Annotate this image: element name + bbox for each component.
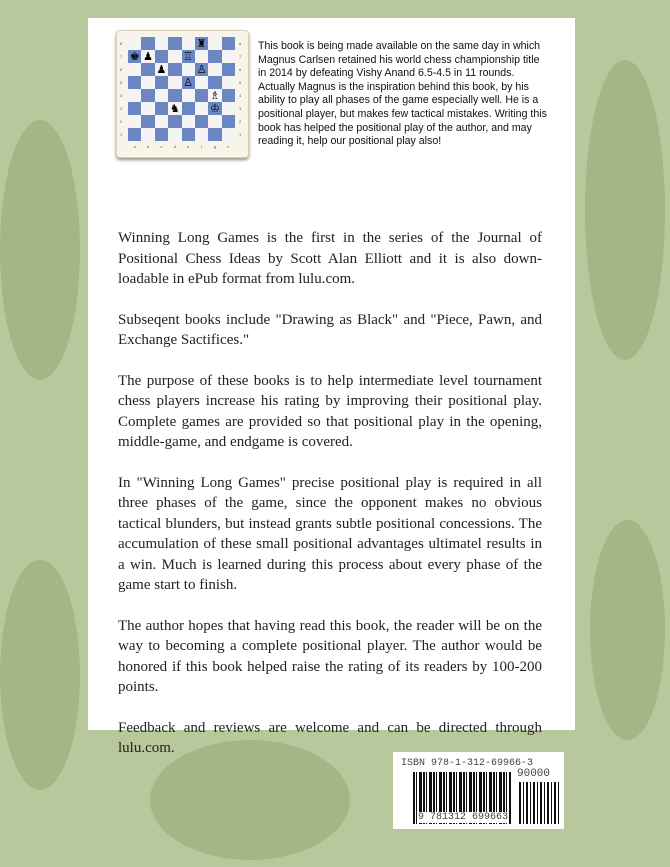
- square-a8: [128, 37, 141, 50]
- square-f4: [195, 89, 208, 102]
- square-a7: ♚: [129, 50, 140, 63]
- square-b4: [141, 89, 154, 102]
- square-d1: [168, 128, 181, 141]
- isbn-text: ISBN 978-1-312-69966-3: [401, 758, 534, 769]
- file-label: b: [146, 144, 150, 149]
- rank-label: 1: [120, 132, 123, 137]
- square-d5: [168, 76, 181, 89]
- square-e3: [182, 102, 195, 115]
- file-label: h: [227, 144, 230, 149]
- square-d3: ♞: [169, 102, 180, 115]
- rank-label: 2: [120, 119, 123, 124]
- rank-labels: [239, 37, 241, 141]
- paragraph: In "Winning Long Games" precise positional play is required in all three phases of the game, since the opponent makes no obvious tactical blunders, but instead grants subtle positional concessions. The accumulation of these small positional advantages ultimatel results in a win. Much is learned during this process about every phase of the game start to finish.: [118, 474, 542, 593]
- file-label: g: [213, 144, 217, 149]
- square-d6: [168, 63, 181, 76]
- square-a5: [128, 76, 141, 89]
- background-silhouette: [0, 120, 80, 380]
- rank-label: 5: [239, 80, 242, 85]
- paragraph: The purpose of these books is to help intermediate level tournament chess players increase his rating by improving their positional play. Complete games are provided so that positional play in the opening, middle-game, and endgame is covered.: [118, 372, 542, 450]
- rank-label: 5: [120, 80, 123, 85]
- chess-board: [128, 37, 235, 141]
- square-e4: [182, 89, 195, 102]
- file-label: c: [160, 144, 163, 149]
- square-e6: [182, 63, 195, 76]
- price-barcode-bars: [519, 782, 559, 824]
- square-f6: ♙: [196, 63, 207, 76]
- barcode-digits: 9 781312 699663: [418, 812, 509, 823]
- background-silhouette: [0, 560, 80, 790]
- square-c4: [155, 89, 168, 102]
- square-a1: [128, 128, 141, 141]
- rank-label: 7: [120, 54, 123, 59]
- square-b7: ♟: [143, 50, 153, 63]
- square-b6: [141, 63, 154, 76]
- square-g8: [208, 37, 221, 50]
- square-g2: [208, 115, 221, 128]
- square-f2: [195, 115, 208, 128]
- intro-text: This book is being made available on the same day in which Magnus Carlsen retained his world chess championship title in 2014 by defeating Vishy Anand 6.5-4.5 in 11 rounds. Actually Magnus is the inspiration behind this book, by his ability to play all phases of the game especially well. He is a positional player, but makes few tactical mistakes. Writing this book has helped the positional play of the author, and may reading it, help our positional play also!: [258, 40, 547, 148]
- square-c5: [155, 76, 168, 89]
- square-h8: [222, 37, 235, 50]
- square-b8: [141, 37, 154, 50]
- square-d4: [168, 89, 181, 102]
- back-cover-panel: [88, 18, 575, 756]
- square-h3: [222, 102, 235, 115]
- paragraph: Subseqent books include "Drawing as Black" and "Piece, Pawn, and Exchange Sactifices.": [118, 311, 542, 348]
- rank-label: 8: [239, 41, 242, 46]
- background-silhouette: [590, 520, 665, 740]
- rank-label: 3: [239, 106, 242, 111]
- square-f7: [195, 50, 208, 63]
- paragraph: The author hopes that having read this book, the reader will be on the way to becoming a complete positional player. The author would be honored if this book helped raise the rating of its readers by 100-200 points.: [118, 617, 542, 695]
- square-b3: [141, 102, 154, 115]
- rank-label: 3: [120, 106, 123, 111]
- square-h6: [222, 63, 235, 76]
- paragraph: Winning Long Games is the first in the series of the Journal of Positional Chess Ideas by Scott Alan Elliott and it is also down-loadable in ePub format from lulu.com.: [118, 230, 542, 287]
- square-g5: [208, 76, 221, 89]
- square-d2: [168, 115, 181, 128]
- square-d7: [168, 50, 181, 63]
- square-h1: [222, 128, 235, 141]
- square-h2: [222, 115, 235, 128]
- square-c3: [155, 102, 168, 115]
- square-e5: ♙: [183, 76, 194, 89]
- square-f8: ♜: [196, 37, 207, 50]
- description-body: [118, 228, 542, 779]
- paragraph: Feedback and reviews are welcome and can be directed through lulu.com.: [118, 719, 542, 756]
- file-label: f: [201, 144, 203, 149]
- square-c7: [155, 50, 168, 63]
- rank-label: 7: [239, 54, 242, 59]
- square-c1: [155, 128, 168, 141]
- rank-labels: [120, 37, 122, 141]
- chess-diagram: [116, 30, 249, 158]
- square-e1: [182, 128, 195, 141]
- square-b1: [141, 128, 154, 141]
- rank-label: 1: [239, 132, 242, 137]
- square-f3: [195, 102, 208, 115]
- square-c8: [155, 37, 168, 50]
- square-f5: [195, 76, 208, 89]
- square-e2: [182, 115, 195, 128]
- square-g1: [208, 128, 221, 141]
- file-label: e: [187, 144, 190, 149]
- file-label: d: [173, 144, 176, 149]
- rank-label: 4: [239, 93, 242, 98]
- rank-label: 8: [120, 41, 123, 46]
- square-e7: ♖: [183, 50, 194, 63]
- square-a3: [128, 102, 141, 115]
- square-g3: ♔: [210, 102, 220, 115]
- square-a4: [128, 89, 141, 102]
- rank-label: 6: [239, 67, 242, 72]
- square-g6: [208, 63, 221, 76]
- square-f1: [195, 128, 208, 141]
- square-g7: [208, 50, 221, 63]
- square-b5: [141, 76, 154, 89]
- square-h4: [222, 89, 235, 102]
- rank-label: 2: [239, 119, 242, 124]
- square-g4: ♗: [210, 89, 220, 102]
- rank-label: 6: [120, 67, 123, 72]
- square-b2: [141, 115, 154, 128]
- file-label: a: [133, 144, 136, 149]
- square-e8: [182, 37, 195, 50]
- square-a6: [128, 63, 141, 76]
- square-a2: [128, 115, 141, 128]
- file-labels: [128, 144, 235, 149]
- background-silhouette: [585, 60, 665, 360]
- isbn-barcode: [393, 752, 564, 829]
- price-code: 90000: [517, 768, 551, 780]
- square-d8: [168, 37, 181, 50]
- rank-label: 4: [120, 93, 123, 98]
- square-h7: [222, 50, 235, 63]
- square-c2: [155, 115, 168, 128]
- square-h5: [222, 76, 235, 89]
- square-c6: ♟: [156, 63, 167, 76]
